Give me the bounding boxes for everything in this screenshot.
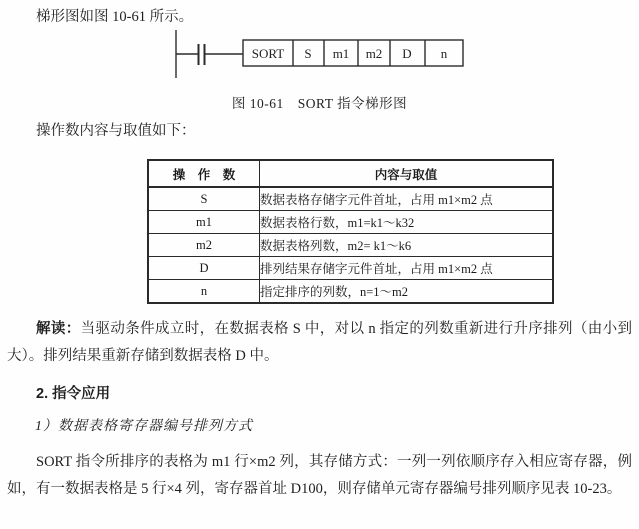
operand-table bbox=[147, 159, 554, 304]
ladder-diagram bbox=[7, 28, 632, 84]
intro-paragraph: 梯形图如图 10-61 所示。 bbox=[36, 9, 194, 25]
table-row bbox=[148, 257, 553, 280]
table-header-row bbox=[148, 160, 553, 187]
table-row bbox=[148, 234, 553, 257]
header-desc: 内容与取值 bbox=[260, 160, 554, 187]
instruction-operand-m2: m2 bbox=[365, 46, 383, 61]
ladder-diagram-figure bbox=[7, 28, 632, 84]
desc-cell: 排列结果存储字元件首址，占用 m1×m2 点 bbox=[260, 257, 554, 280]
table-row bbox=[148, 280, 553, 304]
desc-cell: 数据表格列数，m2= k1～k6 bbox=[260, 234, 554, 257]
instruction-operand-d: D bbox=[402, 46, 412, 61]
header-operand: 操 作 数 bbox=[148, 160, 260, 187]
interpretation-paragraph bbox=[7, 316, 632, 370]
instruction-operand-m1: m1 bbox=[332, 46, 350, 61]
instruction-operand-n: n bbox=[440, 46, 448, 61]
interpretation-text: 当驱动条件成立时，在数据表格 S 中，对以 n 指定的列数重新进行升序排列（由小到大）。排列结果重新存储到数据表格 D 中。 bbox=[7, 321, 633, 364]
interpretation-label: 解读： bbox=[36, 321, 81, 337]
table-row bbox=[148, 211, 553, 234]
table-row bbox=[148, 187, 553, 211]
operand-table-header bbox=[148, 160, 553, 187]
operand-cell: m1 bbox=[148, 211, 260, 234]
operand-cell: m2 bbox=[148, 234, 260, 257]
operand-table-body bbox=[148, 187, 553, 303]
desc-cell: 指定排序的列数，n=1～m2 bbox=[260, 280, 554, 304]
operand-cell: n bbox=[148, 280, 260, 304]
operand-intro-paragraph: 操作数内容与取值如下： bbox=[36, 123, 196, 139]
operand-cell: D bbox=[148, 257, 260, 280]
application-paragraph: SORT 指令所排序的表格为 m1 行×m2 列，其存储方式：一列一列依顺序存入相应寄存器，例如，有一数据表格是 5 行×4 列，寄存器首址 D100，则存储单元寄存器编号排列顺序见表 10-23。 bbox=[7, 454, 632, 497]
instruction-operand-s: S bbox=[304, 46, 312, 61]
instruction-label-sort: SORT bbox=[251, 46, 285, 61]
section-heading: 2. 指令应用 bbox=[36, 386, 111, 402]
operand-cell: S bbox=[148, 187, 260, 211]
figure-caption: 图 10-61 SORT 指令梯形图 bbox=[231, 96, 408, 111]
sub-heading: 1）数据表格寄存器编号排列方式 bbox=[35, 419, 253, 434]
desc-cell: 数据表格存储字元件首址，占用 m1×m2 点 bbox=[260, 187, 554, 211]
desc-cell: 数据表格行数，m1=k1～k32 bbox=[260, 211, 554, 234]
